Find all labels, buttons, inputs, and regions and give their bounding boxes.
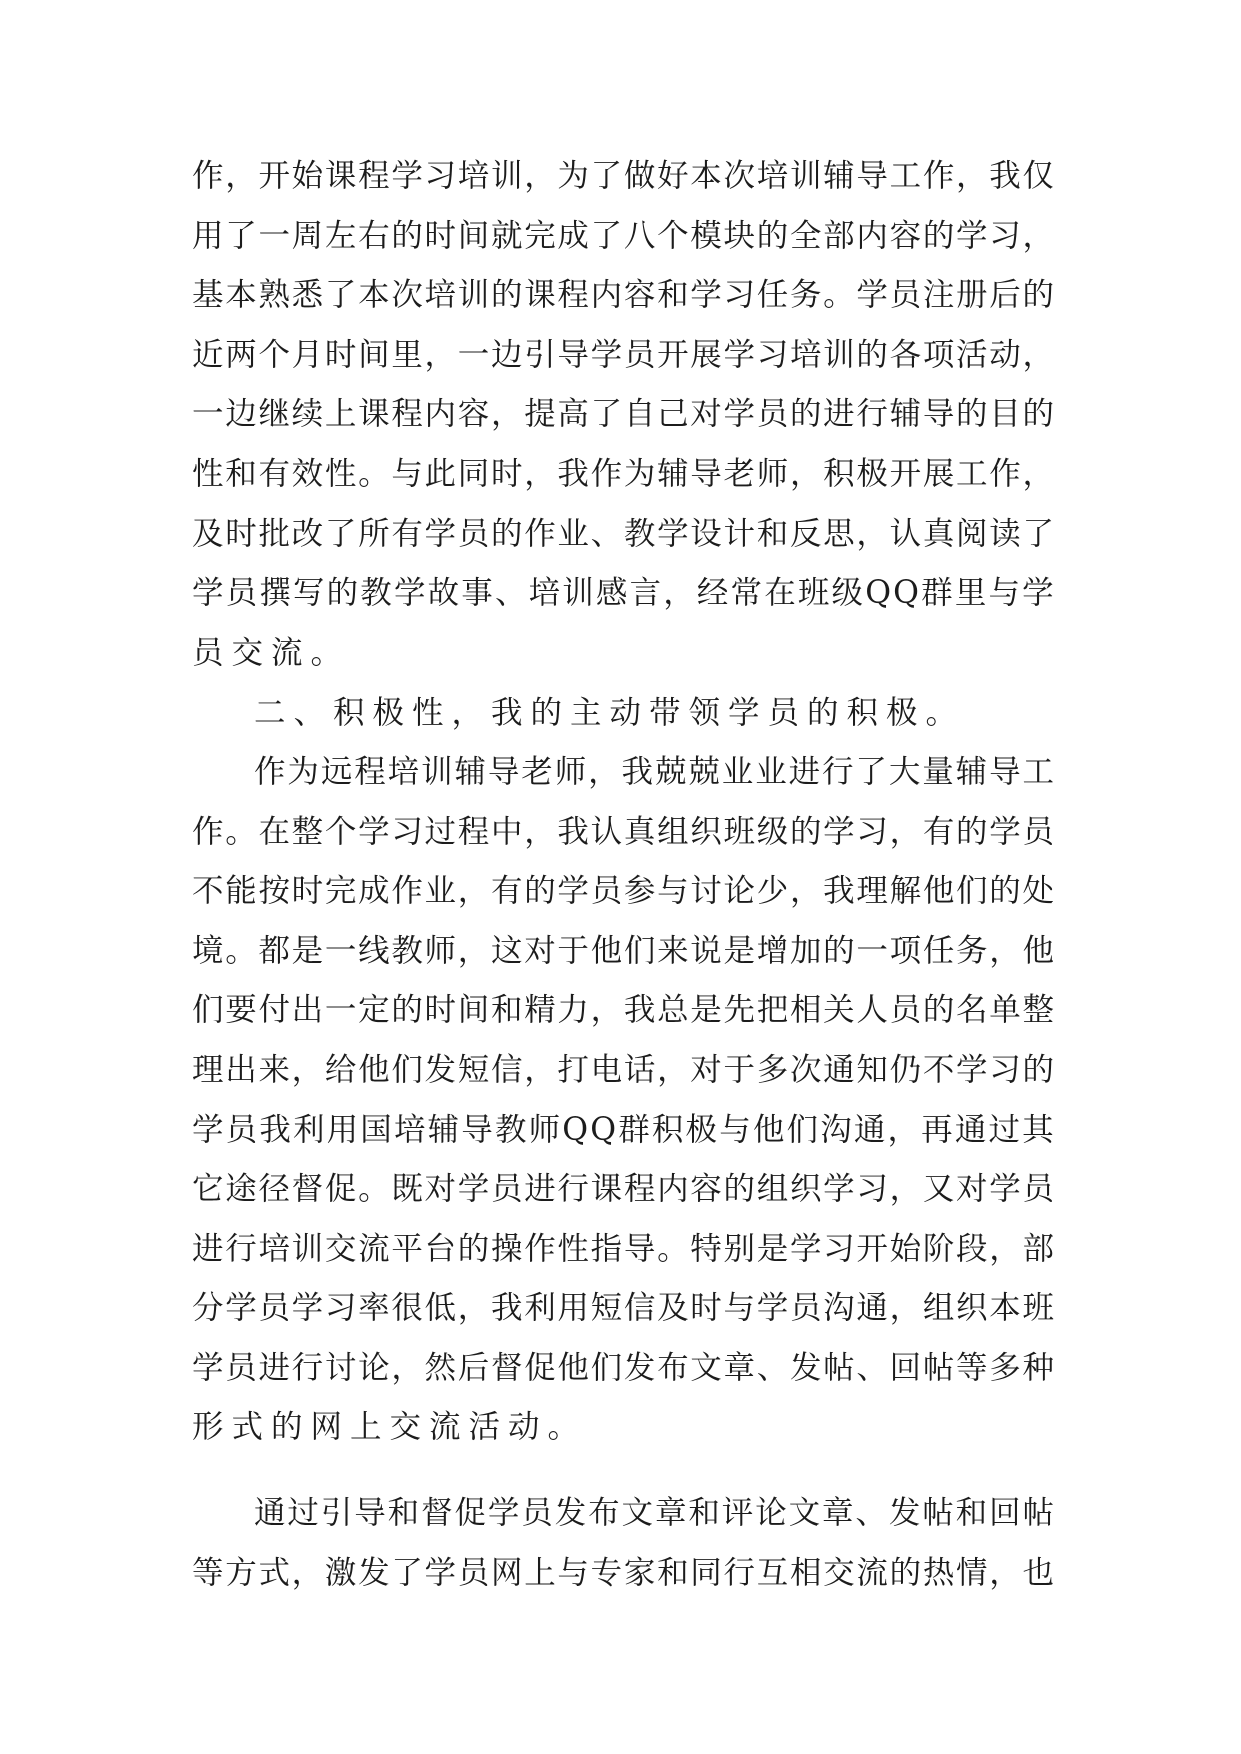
text-line: 员交流。 (192, 635, 351, 671)
section-heading: 二、积极性，我的主动带领学员的积极。 (254, 695, 966, 731)
text-line: 学员撰写的教学故事、培训感言，经常在班级QQ群里与学 (192, 575, 1056, 611)
text-line: 性和有效性。与此同时，我作为辅导老师，积极开展工作， (192, 456, 1056, 492)
text-line: 用了一周左右的时间就完成了八个模块的全部内容的学习， (192, 218, 1056, 254)
text-line: 分学员学习率很低，我利用短信及时与学员沟通，组织本班 (192, 1290, 1056, 1326)
text-line: 境。都是一线教师，这对于他们来说是增加的一项任务，他 (192, 933, 1056, 969)
text-line: 它途径督促。既对学员进行课程内容的组织学习，又对学员 (192, 1171, 1056, 1207)
text-line: 作。在整个学习过程中，我认真组织班级的学习，有的学员 (192, 814, 1056, 850)
text-line: 作，开始课程学习培训，为了做好本次培训辅导工作，我仅 (192, 158, 1056, 194)
text-line: 一边继续上课程内容，提高了自己对学员的进行辅导的目的 (192, 396, 1056, 432)
text-line: 学员我利用国培辅导教师QQ群积极与他们沟通，再通过其 (192, 1112, 1056, 1148)
text-line: 们要付出一定的时间和精力，我总是先把相关人员的名单整 (192, 992, 1056, 1028)
text-line: 通过引导和督促学员发布文章和评论文章、发帖和回帖 (254, 1495, 1056, 1531)
text-line: 近两个月时间里，一边引导学员开展学习培训的各项活动， (192, 337, 1056, 373)
text-line: 不能按时完成作业，有的学员参与讨论少，我理解他们的处 (192, 873, 1056, 909)
text-line: 学员进行讨论，然后督促他们发布文章、发帖、回帖等多种 (192, 1350, 1056, 1386)
text-line: 基本熟悉了本次培训的课程内容和学习任务。学员注册后的 (192, 277, 1056, 313)
text-line: 形式的网上交流活动。 (192, 1409, 588, 1445)
text-line: 作为远程培训辅导老师，我兢兢业业进行了大量辅导工 (254, 754, 1056, 790)
text-line: 等方式，激发了学员网上与专家和同行互相交流的热情，也 (192, 1555, 1056, 1591)
text-line: 进行培训交流平台的操作性指导。特别是学习开始阶段，部 (192, 1231, 1056, 1267)
text-line: 及时批改了所有学员的作业、教学设计和反思，认真阅读了 (192, 516, 1056, 552)
text-line: 理出来，给他们发短信，打电话，对于多次通知仍不学习的 (192, 1052, 1056, 1088)
